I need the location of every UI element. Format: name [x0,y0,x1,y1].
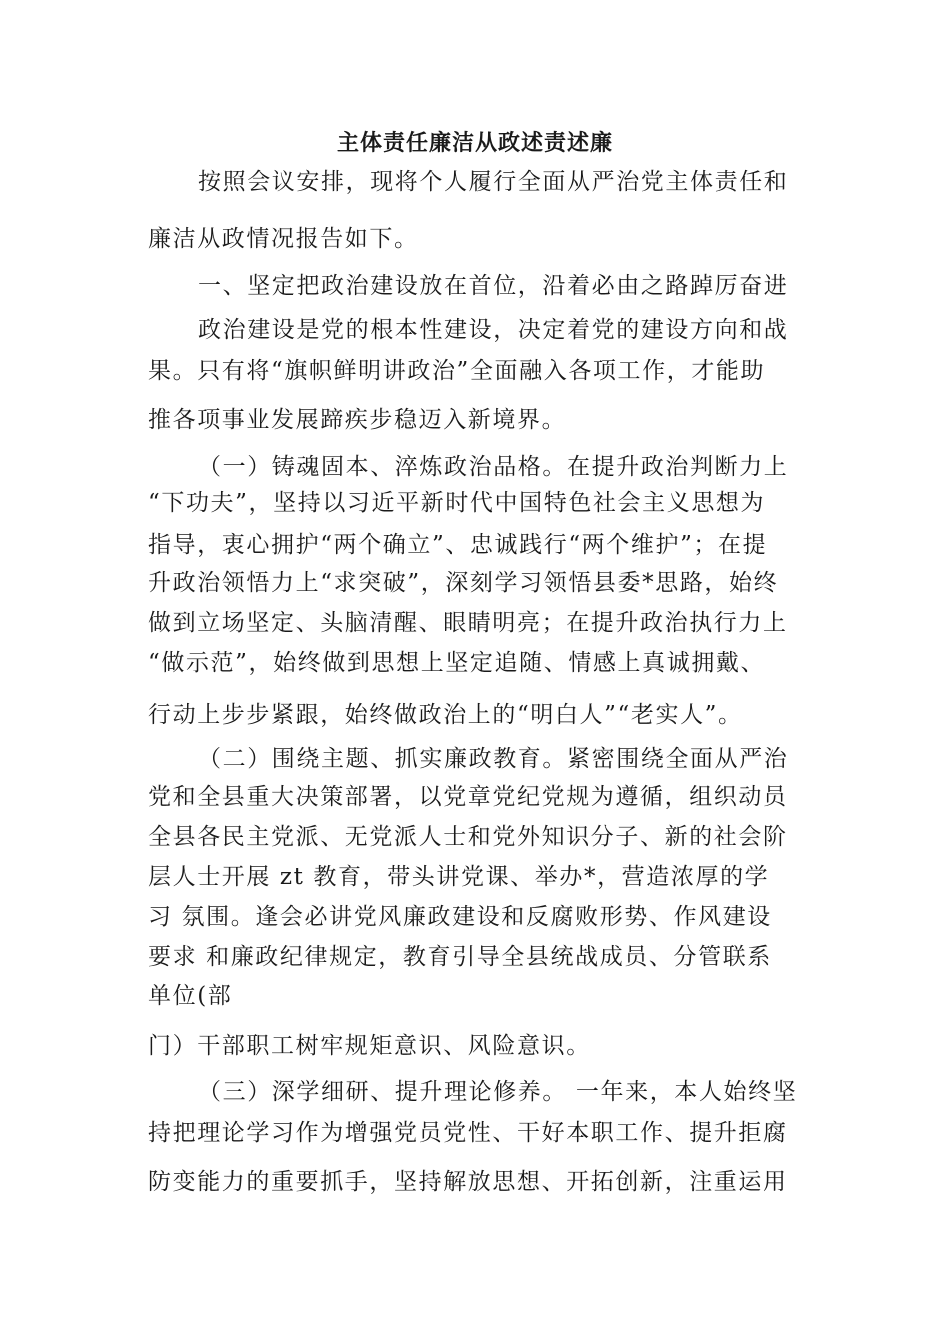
paragraph-line: 层人士开展 zt 教育，带头讲党课、举办*，营造浓厚的学 [148,864,770,890]
paragraph-line: “做示范”，始终做到思想上坚定追随、情感上真诚拥戴、 [148,650,766,676]
paragraph-line: （一）铸魂固本、淬炼政治品格。在提升政治判断力上 [198,454,789,480]
paragraph-line: 门）干部职工树牢规矩意识、风险意识。 [148,1033,591,1059]
paragraph-line: 果。只有将“旗帜鲜明讲政治”全面融入各项工作，才能助 [148,358,766,384]
paragraph-line: 按照会议安排，现将个人履行全面从严治党主体责任和 [198,169,789,195]
paragraph-line: 升政治领悟力上“求突破”，深刻学习领悟县委*思路，始终 [148,570,779,596]
paragraph-line: 全县各民主党派、无党派人士和党外知识分子、新的社会阶 [148,824,788,850]
paragraph-line: 持把理论学习作为增强党员党性、干好本职工作、提升拒腐 [148,1120,788,1146]
paragraph-line: （二）围绕主题、抓实廉政教育。紧密围绕全面从严治 [198,746,789,772]
document-title: 主体责任廉洁从政述责述廉 [336,130,613,156]
paragraph-line: 习 氛围。逢会必讲党风廉政建设和反腐败形势、作风建设 [148,904,772,930]
paragraph-line: （三）深学细研、提升理论修养。 一年来，本人始终坚 [198,1079,798,1105]
paragraph-line: 要求 和廉政纪律规定，教育引导全县统战成员、分管联系 [148,944,772,970]
paragraph-line: 推各项事业发展蹄疾步稳迈入新境界。 [148,407,567,433]
paragraph-line: 做到立场坚定、头脑清醒、眼睛明亮；在提升政治执行力上 [148,610,788,636]
paragraph-line: 指导，衷心拥护“两个确立”、忠诚践行“两个维护”；在提 [148,532,768,558]
paragraph-line: 政治建设是党的根本性建设，决定着党的建设方向和战 [198,317,789,343]
paragraph-line: “下功夫”，坚持以习近平新时代中国特色社会主义思想为 [148,490,766,516]
paragraph-line: 防变能力的重要抓手，坚持解放思想、开拓创新，注重运用 [148,1169,788,1195]
paragraph-line: 行动上步步紧跟，始终做政治上的“明白人”“老实人”。 [148,702,743,728]
section-heading: 一、坚定把政治建设放在首位，沿着必由之路踔厉奋进 [198,273,789,299]
paragraph-line: 廉洁从政情况报告如下。 [148,226,419,252]
paragraph-line: 党和全县重大决策部署，以党章党纪党规为遵循，组织动员 [148,784,788,810]
paragraph-line: 单位(部 [148,983,233,1009]
